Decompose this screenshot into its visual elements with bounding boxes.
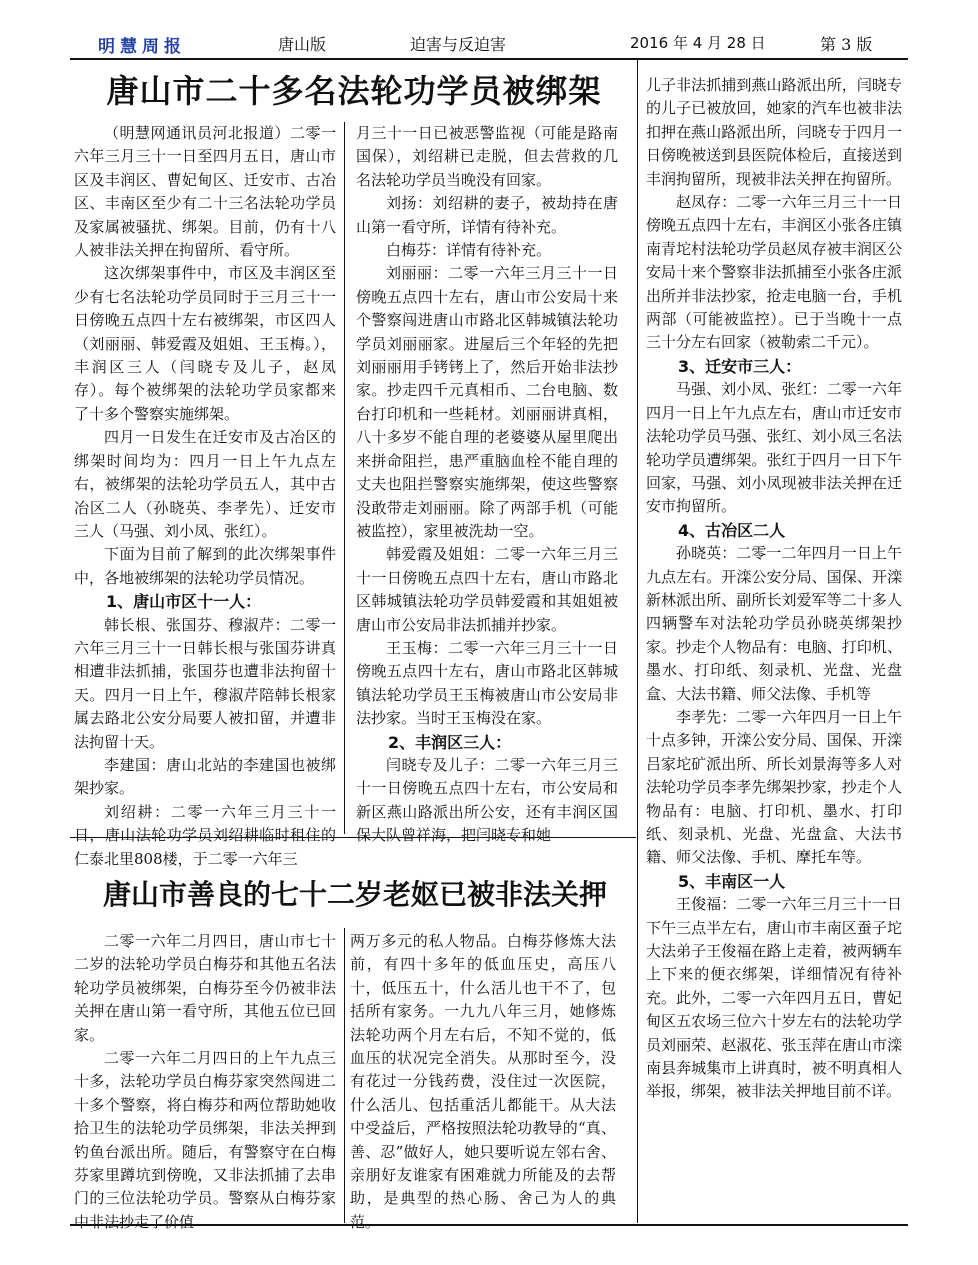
article1-column-1 [74,122,336,871]
paragraph: 王玉梅：二零一六年三月三十一日傍晚五点四十左右，唐山市路北区韩城镇法轮功学员王玉梅被唐山市公安局非法抄家。当时王玉梅没在家。 [356,638,618,728]
paragraph: 李建国：唐山北站的李建国也被绑架抄家。 [74,755,336,798]
paragraph: 孙晓英：二零一二年四月一日上午九点左右。开滦公安分局、国保、开滦新林派出所、副所长刘爱军等二十多人四辆警车对法轮功学员孙晓英绑架抄家。抄走个人物品有：电脑、打印机、墨水、打印纸、刻录机、光盘、光盘盒、大法书籍、师父法像、手机等 [646,544,902,703]
header-rule [70,58,908,60]
newspaper-logo: 明慧周报 [98,37,186,57]
edition-label: 唐山版 [278,35,327,54]
article1-column-3 [646,74,902,1104]
article1-title: 唐山市二十多名法轮功学员被绑架 [106,72,602,110]
paragraph: 二零一六年二月四日的上午九点三十多，法轮功学员白梅芬家突然闯进二十多个警察，将白梅芬和两位帮助她收拾卫生的法轮功学员绑架，非法关押到钓鱼台派出所。随后，有警察守在白梅芬家里蹲坑到傍晚，又非法抓捕了去串门的三位法轮功学员。警察从白梅芬家中非法抄走了价值 [74,1049,336,1231]
section-theme: 迫害与反迫害 [410,35,507,54]
paragraph: 下面为目前了解到的此次绑架事件中，各地被绑架的法轮功学员情况。 [74,545,336,587]
article1-column-2 [356,122,618,848]
paragraph: 赵凤存：二零一六年三月三十一日傍晚五点四十左右，丰润区小张各庄镇南青坨村法轮功学员赵凤存被丰润区公安局十来个警察非法抓捕至小张各庄派出所并非法抄家，抢走电脑一台，手机两部（可能被监控）。已于当晚十一点三十分左右回家（被勒索二千元）。 [646,193,902,352]
page-number: 第 3 版 [820,35,873,54]
paragraph: 儿子非法抓捕到燕山路派出所，闫晓专的儿子已被放回，她家的汽车也被非法扣押在燕山路派出所，闫晓专于四月一日傍晚被送到县医院体检后，直接送到丰润拘留所，现被非法关押在拘留所。 [646,76,902,188]
paragraph: 月三十一日已被恶警监视（可能是路南国保），刘绍耕已走脱，但去营救的几名法轮功学员当晚没有回家。 [356,124,618,189]
article2-title: 唐山市善良的七十二岁老妪已被非法关押 [102,878,607,911]
article2-column-1 [74,930,336,1234]
column-divider [637,60,638,1223]
paragraph: 韩长根、张国芬、穆淑芹：二零一六年三月三十一日韩长根与张国芬讲真相遭非法抓捕，张国芬也遭非法拘留十天。四月一日上午，穆淑芹陪韩长根家属去路北公安分局要人被扣留，并遭非法拘留十天。 [74,615,336,751]
paragraph: 白梅芬：详情有待补充。 [386,241,552,260]
paragraph: 韩爱霞及姐姐：二零一六年三月三十一日傍晚五点四十左右，唐山市路北区韩城镇法轮功学员韩爱霞和其姐姐被唐山市公安局非法抓捕并抄家。 [356,545,618,634]
paragraph: 闫晓专及儿子：二零一六年三月三十一日傍晚五点四十左右，市公安局和新区燕山路派出所公安，还有丰润区国保大队曾祥海，把闫晓专和她 [356,755,618,845]
paragraph: 李孝先：二零一六年四月一日上午十点多钟，开滦公安分局、国保、开滦吕家坨矿派出所、所长刘景海等多人对法轮功学员李孝先绑架抄家，抄走个人物品有：电脑、打印机、墨水、打印纸、刻录机、光盘、光盘盒、大法书籍、师父法像、手机、摩托车等。 [646,707,902,867]
section-heading: 1、唐山市区十一人： [106,592,262,612]
paragraph: 二零一六年二月四日，唐山市七十二岁的法轮功学员白梅芬和其他五名法轮功学员被绑架，白梅芬至今仍被非法关押在唐山第一看守所，其他五位已回家。 [74,932,336,1044]
column-divider [344,928,345,1223]
paragraph: 四月一日发生在迁安市及古冶区的绑架时间均为：四月一日上午九点左右，被绑架的法轮功学员五人，其中古冶区二人（孙晓英、李孝先）、迁安市三人（马强、刘小凤、张红）。 [74,428,336,540]
paragraph: 马强、刘小凤、张红：二零一六年四月一日上午九点左右，唐山市迁安市法轮功学员马强、张红、刘小凤三名法轮功学员遭绑架。张红于四月一日下午回家，马强、刘小凤现被非法关押在迁安市拘留所。 [646,380,902,516]
paragraph: 刘绍耕：二零一六年三月三十一日，唐山法轮功学员刘绍耕临时租住的仁泰北里808楼，于二零一六年三 [74,802,336,868]
paragraph: 这次绑架事件中，市区及丰润区至少有七名法轮功学员同时于三月三十一日傍晚五点四十左右被绑架，市区四人（刘丽丽、韩爱霞及姐姐、王玉梅。），丰润区三人（闫晓专及儿子，赵凤存）。每个被绑架的法轮功学员家都来了十多个警察实施绑架。 [74,264,336,423]
section-heading: 5、丰南区一人 [678,871,786,891]
section-heading: 2、丰润区三人： [388,732,512,752]
paragraph: 两万多元的私人物品。白梅芬修炼大法前，有四十多年的低血压史，高压八十，低压五十，什么活儿也干不了，包括所有家务。一九九八年三月，她修炼法轮功两个月左右后，不知不觉的，低血压的状况完全消失。从那时至今，没有花过一分钱药费，没住过一次医院，什么活儿、包括重活儿都能干。从大法中受益后，严格按照法轮功教导的“真、善、忍”做好人，她只要听说左邻右舍、亲朋好友谁家有困难就力所能及的去帮助，是典型的热心肠、舍己为人的典范。 [350,932,616,1231]
paragraph: （明慧网通讯员河北报道）二零一六年三月三十一日至四月五日，唐山市区及丰润区、曹妃甸区、迁安市、古冶区、丰南区至少有二十三名法轮功学员及家属被骚扰、绑架。目前，仍有十八人被非法关押在拘留所、看守所。 [74,124,336,260]
paragraph: 王俊福：二零一六年三月三十一日下午三点半左右，唐山市丰南区蚕子坨大法弟子王俊福在路上走着，被两辆车上下来的便衣绑架，详细情况有待补充。此外，二零一六年四月五日，曹妃甸区五农场三位六十岁左右的法轮功学员刘丽荣、赵淑花、张玉萍在唐山市滦南县奔城集市上讲真时，被不明真相人举报，绑架，被非法关押地目前不详。 [646,895,902,1101]
column-divider [344,122,345,834]
issue-date: 2016 年 4 月 28 日 [630,34,766,52]
section-heading: 4、古冶区二人 [678,520,786,540]
paragraph: 刘扬：刘绍耕的妻子，被劫持在唐山第一看守所，详情有待补充。 [356,194,618,236]
article2-column-2 [350,930,616,1234]
page-header [70,30,910,56]
paragraph: 刘丽丽：二零一六年三月三十一日傍晚五点四十左右，唐山市公安局十来个警察闯进唐山市路北区韩城镇法轮功学员刘丽丽家。进屋后三个年轻的先把刘丽丽用手铐铐上了，然后开始非法抄家。抄走四千元真相币、二台电脑、数台打印机和一些耗材。刘丽丽讲真相，八十多岁不能自理的老婆婆从屋里爬出来拼命阻拦，患严重脑血栓不能自理的丈夫也阻拦警察实施绑架，使这些警察没敢带走刘丽丽。除了两部手机（可能被监控），家里被洗劫一空。 [356,264,618,540]
section-heading: 3、迁安市三人： [678,356,802,376]
